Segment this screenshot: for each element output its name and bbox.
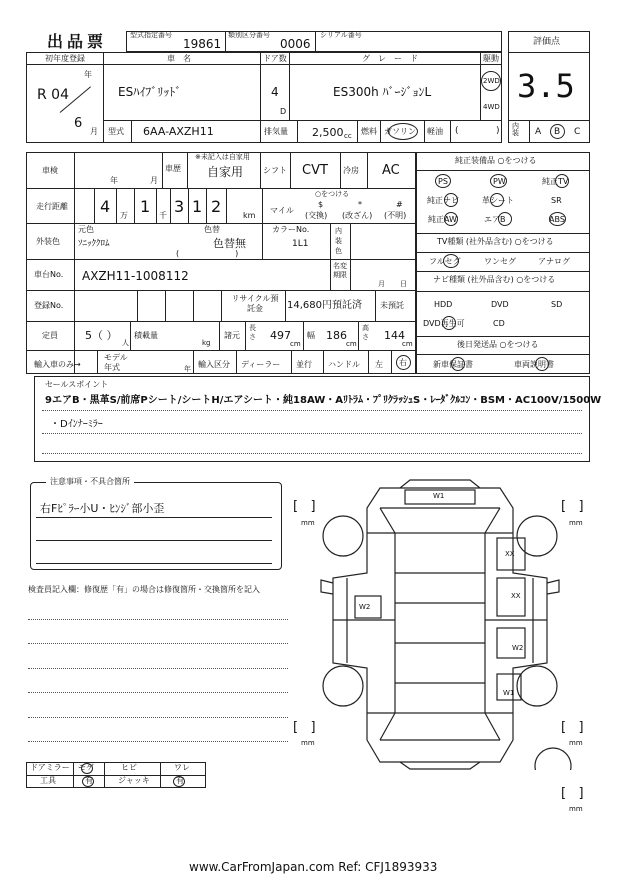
paren-right: ): [496, 126, 500, 136]
fuel-label: 燃料: [361, 127, 377, 136]
jack-have-circle: [173, 776, 185, 787]
doors-value: 4: [271, 85, 279, 99]
notes-box: [30, 482, 282, 570]
drive-2wd: 2WD: [483, 77, 500, 85]
score-value: 3.5: [517, 67, 575, 105]
model-value: 6AA-AXZH11: [143, 125, 214, 138]
navi-label: ナビ種類 (社外品含む) ○をつける: [433, 275, 556, 284]
import-div-label: 輸入区分: [198, 360, 230, 369]
modified-label: (改ざん): [342, 211, 373, 220]
tv-oneseg: ワンセグ: [484, 257, 516, 266]
interior-a: A: [535, 127, 542, 137]
recycle-unpaid: 未預託: [380, 301, 404, 310]
equip-tv-circle: [555, 174, 569, 188]
later-manual-circle: [535, 357, 549, 371]
handle-left: 左: [375, 360, 383, 369]
color-no-value: 1L1: [292, 239, 309, 249]
notes-line-1: 右Fﾋﾟﾗｰ小U・ﾋﾝｼﾞ部小歪: [40, 502, 165, 515]
tire-mm-rr: mm: [569, 739, 583, 747]
model-label: 型式: [108, 127, 124, 136]
tools-label: 工具: [40, 776, 56, 785]
equip-airbag-circle: [498, 212, 512, 226]
wheel-rear-right: [517, 666, 557, 706]
tools-have-circle: [82, 776, 94, 787]
serial-label: シリアル番号: [320, 31, 362, 39]
tire-bracket-spare: [ ]: [561, 786, 584, 801]
tv-analog: アナログ: [538, 257, 570, 266]
doors-label: ドア数: [263, 54, 287, 63]
history-value: 自家用: [207, 165, 244, 179]
mileage-circle-note: ○をつける: [315, 190, 350, 198]
sales-line-2: ・Dｲﾝﾅｰﾐﾗｰ: [50, 419, 103, 430]
mileage-sen-unit: 千: [159, 211, 167, 220]
mileage-digit-1: 4: [100, 197, 111, 216]
paren-left: (: [455, 126, 459, 136]
equip-airbag: エアB: [484, 215, 506, 224]
capacity-label: 定員: [42, 331, 58, 340]
spare-wheel: [535, 748, 571, 770]
first-reg-year-unit: 年: [84, 70, 92, 79]
mileage-digit-3: 3: [174, 197, 185, 216]
first-reg-era: R 04: [37, 87, 69, 103]
class-no-label: 類別区分番号: [228, 31, 270, 39]
length-cm: cm: [290, 340, 301, 348]
person-unit: 人: [122, 339, 129, 347]
tools-have: 有: [85, 776, 93, 785]
color-change-label: 色替: [204, 225, 220, 234]
first-reg-month-unit: 月: [90, 127, 98, 136]
navi-hdd: HDD: [434, 300, 453, 309]
model-year-label: モデル年式: [104, 353, 128, 372]
chassis-label: 車台No.: [34, 270, 64, 279]
class-no: 0006: [280, 37, 311, 51]
wheel-front-right: [517, 516, 557, 556]
length-label: 長さ: [249, 324, 256, 341]
light-oil-label: 軽油: [427, 127, 443, 136]
equip-ps: PS: [438, 177, 448, 186]
form-title: 出品票: [47, 32, 108, 51]
sales-section: [34, 376, 590, 462]
equip-pw-circle: [490, 174, 507, 188]
later-manual: 車両説明書: [514, 360, 554, 369]
type-no-label: 型式指定番号: [130, 31, 172, 39]
width-value: 186: [326, 329, 347, 342]
tire-bracket-rr: [ ]: [561, 720, 584, 735]
drive-label: 駆動: [483, 54, 499, 63]
height-cm: cm: [402, 340, 413, 348]
dealer-label: ディーラー: [241, 360, 281, 369]
history-note: ※未記入は自家用: [195, 153, 250, 161]
notes-label: 注意事項・不具合箇所: [46, 478, 134, 486]
drive-4wd: 4WD: [483, 103, 500, 111]
ac-value: AC: [382, 163, 400, 178]
mote-label: モゲ: [78, 763, 94, 772]
shift-label: シフト: [263, 166, 287, 175]
tire-mm-fl: mm: [301, 519, 315, 527]
mileage-km-unit: km: [243, 211, 256, 220]
capacity-value: 5（ ）: [85, 329, 118, 342]
hibi-label: ヒビ: [121, 763, 137, 772]
tire-mm-fr: mm: [569, 519, 583, 527]
genuine-label: 純正装備品 ○をつける: [455, 156, 537, 165]
handle-label: ハンドル: [328, 360, 360, 369]
recycle-amount: 14,680円預託済: [287, 300, 362, 311]
mark-w1-right: W1: [503, 689, 515, 697]
equip-leather: 革シート: [482, 196, 514, 205]
car-name: ESﾊｲﾌﾞﾘｯﾄﾞ: [118, 85, 182, 99]
load-kg: kg: [202, 339, 211, 347]
mileage-digit-5: 2: [211, 197, 222, 216]
handle-right: 右: [399, 358, 407, 367]
width-cm: cm: [346, 340, 357, 348]
interior-label: 内装: [512, 122, 519, 137]
doors-suffix: D: [280, 107, 287, 116]
name-change-label: 名変期限: [333, 262, 347, 279]
footer-watermark: www.CarFromJapan.com Ref: CFJ1893933: [189, 860, 438, 874]
grade-label: グ レ ー ド: [362, 54, 418, 63]
equip-aw: 純正AW: [428, 215, 457, 224]
load-label: 積載量: [134, 331, 158, 340]
score-label: 評価点: [533, 37, 561, 47]
unknown-mark: #: [396, 200, 403, 209]
height-value: 144: [384, 329, 405, 342]
equip-tv: 純正TV: [542, 177, 569, 186]
equip-navi-circle: [444, 193, 458, 207]
equip-ps-circle: [435, 174, 451, 188]
mark-w2-left: W2: [359, 603, 371, 611]
width-label: 幅: [307, 331, 315, 340]
jack-label: ジャッキ: [118, 776, 150, 785]
first-reg-month: 6: [74, 116, 83, 131]
exchange-label: (交換): [305, 211, 328, 220]
height-label: 高さ: [362, 324, 369, 341]
mileage-digit-4: 1: [192, 197, 203, 216]
mote-circle: [81, 763, 93, 774]
wheel-rear-left: [323, 666, 363, 706]
history-label: 車歴: [165, 164, 181, 173]
equip-leather-circle: [490, 193, 504, 207]
mileage-digit-2: 1: [140, 197, 151, 216]
chassis-value: AXZH11-1008112: [82, 269, 189, 283]
import-label: 輸入車のみ→: [34, 360, 81, 369]
tv-fullseg-circle: [443, 254, 459, 268]
car-name-label: 車 名: [167, 54, 191, 63]
wheel-front-left: [323, 516, 363, 556]
later-warranty: 新車保証書: [433, 360, 473, 369]
navi-dvdplay: DVD再生可: [423, 319, 465, 328]
unknown-label: (不明): [384, 211, 407, 220]
inspection-label: 車検: [42, 166, 58, 175]
size-label: 諸元: [224, 331, 240, 340]
color-change-value: 色替無: [213, 237, 246, 250]
tire-mm-rl: mm: [301, 739, 315, 747]
mark-xx-2: XX: [511, 592, 521, 600]
door-mirror-label: ドアミラー: [30, 763, 70, 772]
interior-b: B: [554, 127, 561, 137]
original-color-label: 元色: [78, 225, 94, 234]
shift-value: CVT: [302, 163, 328, 178]
fuel-value: ガソリン: [384, 127, 416, 136]
type-no: 19861: [183, 37, 222, 51]
equip-pw: PW: [493, 177, 506, 186]
tv-fullseg: フルセグ: [429, 257, 461, 266]
mile-label: マイル: [270, 206, 294, 215]
ware-label: ワレ: [174, 763, 190, 772]
length-value: 497: [270, 329, 291, 342]
exterior-color-label: 外装色: [36, 237, 60, 246]
mileage-label: 走行距離: [36, 202, 68, 211]
reg-label: 登録No.: [34, 301, 64, 310]
color-paren: ( ): [176, 249, 239, 258]
exterior-color-value: ｿﾆｯｸｸﾛﾑ: [78, 239, 110, 249]
navi-dvdplay-circle: [442, 316, 456, 330]
displacement-unit: cc: [344, 132, 352, 140]
later-label: 後日発送品 ○をつける: [457, 340, 539, 349]
recycle-label: リサイクル預託金: [231, 294, 279, 313]
model-year-unit: 年: [184, 365, 191, 373]
modified-mark: *: [358, 200, 362, 209]
equip-navi: 純正ナビ: [427, 196, 459, 205]
ac-label: 冷房: [343, 166, 359, 175]
later-warranty-circle: [451, 357, 465, 371]
navi-sd: SD: [551, 300, 563, 309]
inspection-month-unit: 月: [150, 176, 158, 185]
color-no-label: カラーNo.: [272, 225, 310, 234]
inspector-label: 検査員記入欄：修復歴「有」の場合は修復箇所・交換箇所を記入: [28, 585, 260, 594]
jack-have: 有: [176, 776, 184, 785]
navi-dvd: DVD: [491, 300, 509, 309]
sales-label: セールスポイント: [45, 380, 109, 389]
mileage-man-unit: 万: [120, 211, 128, 220]
damage-box-w2-right: [497, 628, 525, 658]
displacement-value: 2,500: [312, 126, 344, 139]
interior-color-label: 内装色: [335, 227, 342, 255]
tire-bracket-rl: [ ]: [293, 720, 316, 735]
car-diagram: [285, 478, 595, 770]
mark-w1-front: W1: [433, 492, 445, 500]
grade-value: ES300h ﾊﾞｰｼﾞｮﾝL: [333, 85, 432, 99]
exchange-mark: $: [318, 200, 324, 209]
displacement-label: 排気量: [264, 127, 288, 136]
mark-w2-right: W2: [512, 644, 524, 652]
sales-line-1: 9エアB・黒革S/前席Pシート/シートH/エアシート・純18AW・Aﾘﾄﾗﾑ・ﾌﾟﾘｸﾗｯｼｭS・ﾚｰﾀﾞｸﾙｺﾝ・BSM・AC100V/1500W: [45, 395, 602, 406]
navi-cd: CD: [493, 319, 505, 328]
name-change-day: 日: [400, 280, 407, 288]
equip-aw-circle: [444, 212, 458, 226]
equip-sr: SR: [551, 196, 562, 205]
tv-label: TV種類 (社外品含む) ○をつける: [437, 237, 554, 246]
parallel-label: 並行: [296, 360, 312, 369]
inspection-year-unit: 年: [110, 176, 118, 185]
mark-xx-1: XX: [505, 550, 515, 558]
tire-bracket-fl: [ ]: [293, 499, 316, 514]
first-reg-label: 初年度登録: [45, 54, 85, 63]
interior-c: C: [574, 127, 581, 137]
tire-bracket-fr: [ ]: [561, 499, 584, 514]
equip-abs-circle: [549, 212, 566, 226]
equip-abs: ABS: [549, 215, 565, 224]
tire-mm-spare: mm: [569, 805, 583, 813]
name-change-month: 月: [378, 280, 385, 288]
